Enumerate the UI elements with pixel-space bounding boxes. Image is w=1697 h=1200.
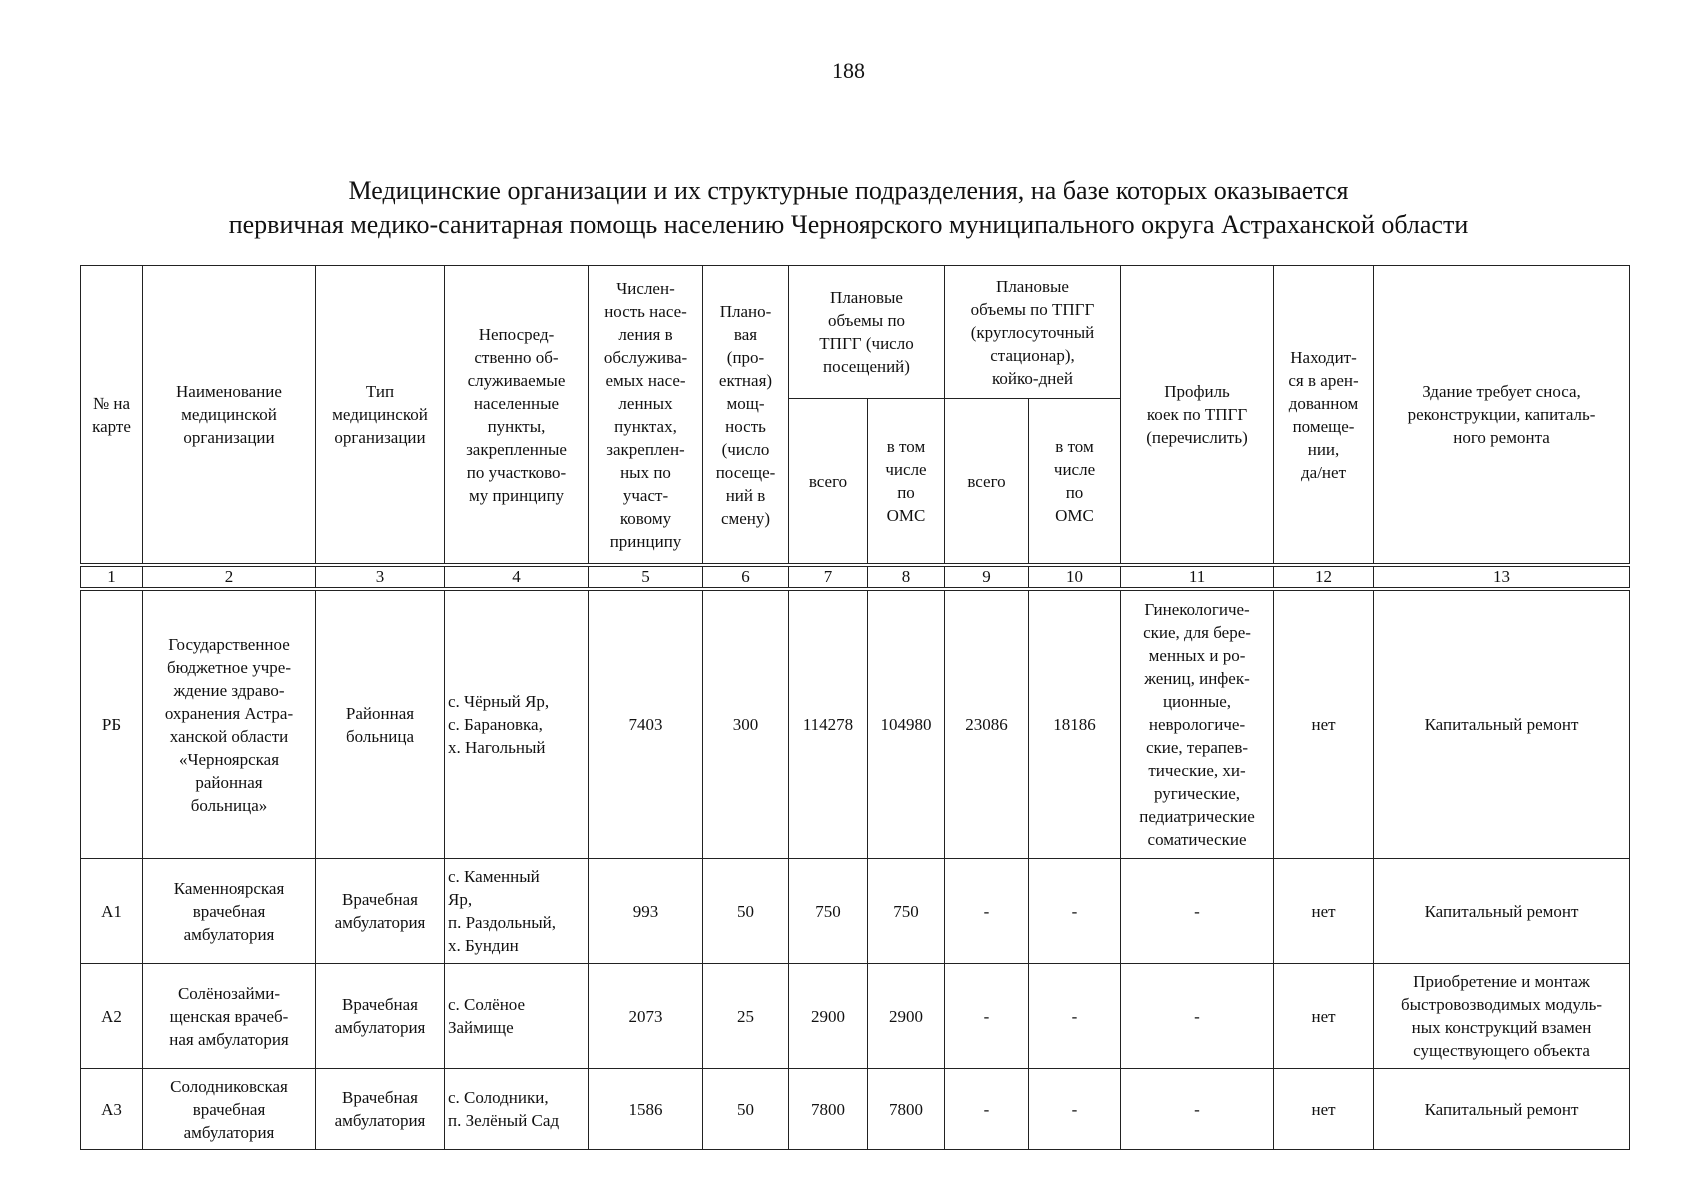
cell-bed-profile: Гинекологиче- ские, для бере- менных и ро- жениц, инфек- ционные, неврологиче- ские, терапев- тические, хи- ругические, педиатрические соматические bbox=[1121, 589, 1274, 859]
cell-beds-total: - bbox=[945, 859, 1029, 964]
cell-visits-total: 114278 bbox=[789, 589, 868, 859]
header-beds-oms: в том числе по ОМС bbox=[1029, 399, 1121, 566]
header-beds-total: всего bbox=[945, 399, 1029, 566]
column-number: 11 bbox=[1121, 565, 1274, 589]
cell-building: Капитальный ремонт bbox=[1374, 1069, 1630, 1150]
organizations-table bbox=[80, 265, 1630, 1150]
column-number: 5 bbox=[589, 565, 703, 589]
cell-map-no: А2 bbox=[81, 964, 143, 1069]
header-rented: Находит- ся в арен- дованном помеще- нии, да/нет bbox=[1274, 266, 1374, 566]
cell-settlements: с. Солёное Займище bbox=[445, 964, 589, 1069]
cell-rented: нет bbox=[1274, 589, 1374, 859]
cell-rented: нет bbox=[1274, 1069, 1374, 1150]
cell-bed-profile: - bbox=[1121, 964, 1274, 1069]
cell-rented: нет bbox=[1274, 859, 1374, 964]
cell-settlements: с. Каменный Яр, п. Раздольный, х. Бундин bbox=[445, 859, 589, 964]
column-number: 3 bbox=[316, 565, 445, 589]
cell-bed-profile: - bbox=[1121, 859, 1274, 964]
header-capacity: Плано- вая (про- ектная) мощ- ность (число посеще- ний в смену) bbox=[703, 266, 789, 566]
cell-beds-total: 23086 bbox=[945, 589, 1029, 859]
title-line-2: первичная медико-санитарная помощь населению Черноярского муниципального округа Астраханской области bbox=[228, 210, 1469, 239]
cell-bed-profile: - bbox=[1121, 1069, 1274, 1150]
header-building: Здание требует сноса, реконструкции, капиталь- ного ремонта bbox=[1374, 266, 1630, 566]
cell-population: 7403 bbox=[589, 589, 703, 859]
header-settlements: Непосред- ственно об- служиваемые населенные пункты, закрепленные по участково- му принципу bbox=[445, 266, 589, 566]
table-row bbox=[81, 964, 1630, 1069]
cell-beds-total: - bbox=[945, 964, 1029, 1069]
cell-settlements: с. Солодники, п. Зелёный Сад bbox=[445, 1069, 589, 1150]
cell-population: 1586 bbox=[589, 1069, 703, 1150]
cell-rented: нет bbox=[1274, 964, 1374, 1069]
cell-visits-total: 2900 bbox=[789, 964, 868, 1069]
cell-org-name: Солёнозайми- щенская врачеб- ная амбулатория bbox=[143, 964, 316, 1069]
cell-org-type: Врачебная амбулатория bbox=[316, 964, 445, 1069]
header-population: Числен- ность насе- ления в обслужива- емых насе- ленных пунктах, закреплен- ных по участ- ковому принципу bbox=[589, 266, 703, 566]
cell-map-no: А1 bbox=[81, 859, 143, 964]
cell-capacity: 25 bbox=[703, 964, 789, 1069]
column-number: 7 bbox=[789, 565, 868, 589]
cell-beds-total: - bbox=[945, 1069, 1029, 1150]
column-number: 4 bbox=[445, 565, 589, 589]
cell-org-name: Государственное бюджетное учре- ждение здраво- охранения Астра- ханской области «Черноярская районная больница» bbox=[143, 589, 316, 859]
cell-map-no: А3 bbox=[81, 1069, 143, 1150]
title-line-1: Медицинские организации и их структурные подразделения, на базе которых оказывается bbox=[348, 176, 1349, 205]
cell-org-type: Врачебная амбулатория bbox=[316, 1069, 445, 1150]
header-bed-profile: Профиль коек по ТПГГ (перечислить) bbox=[1121, 266, 1274, 566]
column-number: 1 bbox=[81, 565, 143, 589]
cell-building: Капитальный ремонт bbox=[1374, 859, 1630, 964]
cell-building: Капитальный ремонт bbox=[1374, 589, 1630, 859]
cell-capacity: 300 bbox=[703, 589, 789, 859]
cell-visits-oms: 750 bbox=[868, 859, 945, 964]
cell-capacity: 50 bbox=[703, 859, 789, 964]
cell-beds-oms: - bbox=[1029, 1069, 1121, 1150]
table-row bbox=[81, 589, 1630, 859]
header-map-no: № на карте bbox=[81, 266, 143, 566]
header-org-name: Наименование медицинской организации bbox=[143, 266, 316, 566]
cell-visits-total: 750 bbox=[789, 859, 868, 964]
header-visits-oms: в том числе по ОМС bbox=[868, 399, 945, 566]
cell-beds-oms: 18186 bbox=[1029, 589, 1121, 859]
cell-org-type: Районная больница bbox=[316, 589, 445, 859]
header-beds-group: Плановые объемы по ТПГГ (круглосуточный стационар), койко-дней bbox=[945, 266, 1121, 399]
cell-beds-oms: - bbox=[1029, 859, 1121, 964]
cell-visits-oms: 2900 bbox=[868, 964, 945, 1069]
column-number: 2 bbox=[143, 565, 316, 589]
document-title bbox=[0, 174, 1697, 242]
column-number: 10 bbox=[1029, 565, 1121, 589]
column-number: 12 bbox=[1274, 565, 1374, 589]
cell-capacity: 50 bbox=[703, 1069, 789, 1150]
cell-beds-oms: - bbox=[1029, 964, 1121, 1069]
cell-visits-oms: 7800 bbox=[868, 1069, 945, 1150]
table-row bbox=[81, 1069, 1630, 1150]
cell-population: 993 bbox=[589, 859, 703, 964]
column-number: 13 bbox=[1374, 565, 1630, 589]
cell-population: 2073 bbox=[589, 964, 703, 1069]
cell-visits-total: 7800 bbox=[789, 1069, 868, 1150]
cell-org-name: Каменноярская врачебная амбулатория bbox=[143, 859, 316, 964]
column-number: 8 bbox=[868, 565, 945, 589]
page-number: 188 bbox=[832, 58, 865, 83]
cell-org-name: Солодниковская врачебная амбулатория bbox=[143, 1069, 316, 1150]
cell-visits-oms: 104980 bbox=[868, 589, 945, 859]
header-org-type: Тип медицинской организации bbox=[316, 266, 445, 566]
cell-org-type: Врачебная амбулатория bbox=[316, 859, 445, 964]
column-number: 9 bbox=[945, 565, 1029, 589]
cell-map-no: РБ bbox=[81, 589, 143, 859]
header-visits-group: Плановые объемы по ТПГГ (число посещений) bbox=[789, 266, 945, 399]
cell-building: Приобретение и монтаж быстровозводимых модуль- ных конструкций взамен существующего объекта bbox=[1374, 964, 1630, 1069]
header-row-top bbox=[81, 266, 1630, 399]
column-number-row bbox=[81, 565, 1630, 589]
cell-settlements: с. Чёрный Яр, с. Барановка, х. Нагольный bbox=[445, 589, 589, 859]
table-row bbox=[81, 859, 1630, 964]
header-visits-total: всего bbox=[789, 399, 868, 566]
column-number: 6 bbox=[703, 565, 789, 589]
